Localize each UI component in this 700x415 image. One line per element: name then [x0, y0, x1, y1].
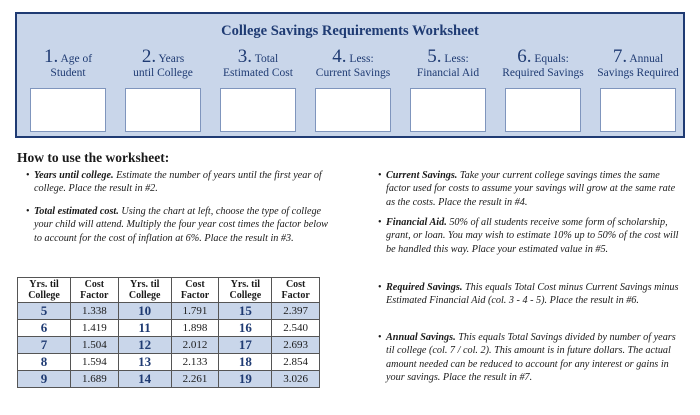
table-row [18, 337, 320, 354]
column-header: Cost Factor [171, 278, 219, 303]
years-cell: 8 [18, 354, 71, 371]
years-cell: 13 [118, 354, 171, 371]
column-header: Cost Factor [71, 278, 119, 303]
years-cell: 11 [118, 320, 171, 337]
age-of-student-field[interactable] [30, 88, 106, 132]
worksheet-column-4 [309, 46, 397, 80]
factor-cell: 1.689 [71, 371, 119, 388]
bullet-annual-savings: • Annual Savings. This equals Total Savings divided by number of years til college (col. 7 / col. 2). This amount is in future dollars. The actual amount needed can be reduced to account for any interest or gains in your savings. Place the result in #7. [378, 332, 676, 383]
years-cell: 18 [219, 354, 272, 371]
worksheet-column-6 [499, 46, 587, 80]
factor-cell: 1.594 [71, 354, 119, 371]
annual-savings-required-field[interactable] [600, 88, 676, 132]
column-header: Yrs. til College [118, 278, 171, 303]
factor-cell: 1.419 [71, 320, 119, 337]
column-header: Cost Factor [272, 278, 320, 303]
table-row [18, 354, 320, 371]
bullet-current-savings: • Current Savings. Take your current college savings times the same factor used for costs to assume your savings will grow at the same rate as the costs. Place the result in #4. [378, 170, 676, 208]
factor-cell: 2.012 [171, 337, 219, 354]
factor-cell: 2.261 [171, 371, 219, 388]
factor-cell: 1.898 [171, 320, 219, 337]
current-savings-field[interactable] [315, 88, 391, 132]
table-row [18, 320, 320, 337]
required-savings-field[interactable] [505, 88, 581, 132]
bullet-years-until-college: • Years until college. Estimate the number of years until the first year of college. Place the result in #2. [26, 170, 322, 195]
years-cell: 15 [219, 303, 272, 320]
factor-cell: 3.026 [272, 371, 320, 388]
column-header: 7. Annual Savings Required [597, 46, 679, 79]
column-header: 5. Less: Financial Aid [416, 46, 480, 79]
factor-cell: 2.854 [272, 354, 320, 371]
worksheet-column-7 [594, 46, 682, 80]
years-cell: 10 [118, 303, 171, 320]
years-cell: 7 [18, 337, 71, 354]
factor-cell: 2.693 [272, 337, 320, 354]
column-header: 4. Less: Current Savings [315, 46, 391, 79]
bullet-required-savings: • Required Savings. This equals Total Cost minus Current Savings minus Estimated Financial Aid (col. 3 - 4 - 5). Place the result in #6. [378, 282, 679, 307]
table-header-row [18, 278, 320, 303]
factor-cell: 1.338 [71, 303, 119, 320]
years-cell: 14 [118, 371, 171, 388]
worksheet-column-5 [404, 46, 492, 80]
cost-factor-table [17, 277, 320, 388]
column-header: 1. Age of Student [43, 46, 93, 79]
factor-cell: 2.540 [272, 320, 320, 337]
worksheet-panel [15, 12, 685, 138]
column-header: 2. Years until College [133, 46, 193, 79]
column-header: 3. Total Estimated Cost [223, 46, 293, 79]
bullet-financial-aid: • Financial Aid. 50% of all students receive some form of scholarship, grant, or loan. You may wish to estimate 10% up to 50% of the cost will be handled this way. Place your estimated value in #5. [378, 217, 679, 255]
column-header: 6. Equals: Required Savings [502, 46, 584, 79]
years-cell: 5 [18, 303, 71, 320]
column-header: Yrs. til College [219, 278, 272, 303]
factor-cell: 1.504 [71, 337, 119, 354]
column-header: Yrs. til College [18, 278, 71, 303]
factor-cell: 2.133 [171, 354, 219, 371]
years-cell: 16 [219, 320, 272, 337]
worksheet-column-3 [214, 46, 302, 80]
bullet-total-estimated-cost: • Total estimated cost. Using the chart at left, choose the type of college your child will attend. Multiply the four year cost times the factor below to account for the cost of inflation at 6%. Place the result in #3. [26, 206, 328, 244]
worksheet-column-2 [119, 46, 207, 80]
table-row [18, 371, 320, 388]
factor-cell: 1.791 [171, 303, 219, 320]
factor-cell: 2.397 [272, 303, 320, 320]
years-cell: 12 [118, 337, 171, 354]
howto-title: How to use the worksheet: [17, 150, 170, 165]
years-cell: 17 [219, 337, 272, 354]
total-estimated-cost-field[interactable] [220, 88, 296, 132]
worksheet-title: College Savings Requirements Worksheet [221, 23, 479, 39]
worksheet-column-1 [24, 46, 112, 80]
years-until-college-field[interactable] [125, 88, 201, 132]
years-cell: 6 [18, 320, 71, 337]
years-cell: 19 [219, 371, 272, 388]
table-row [18, 303, 320, 320]
financial-aid-field[interactable] [410, 88, 486, 132]
years-cell: 9 [18, 371, 71, 388]
